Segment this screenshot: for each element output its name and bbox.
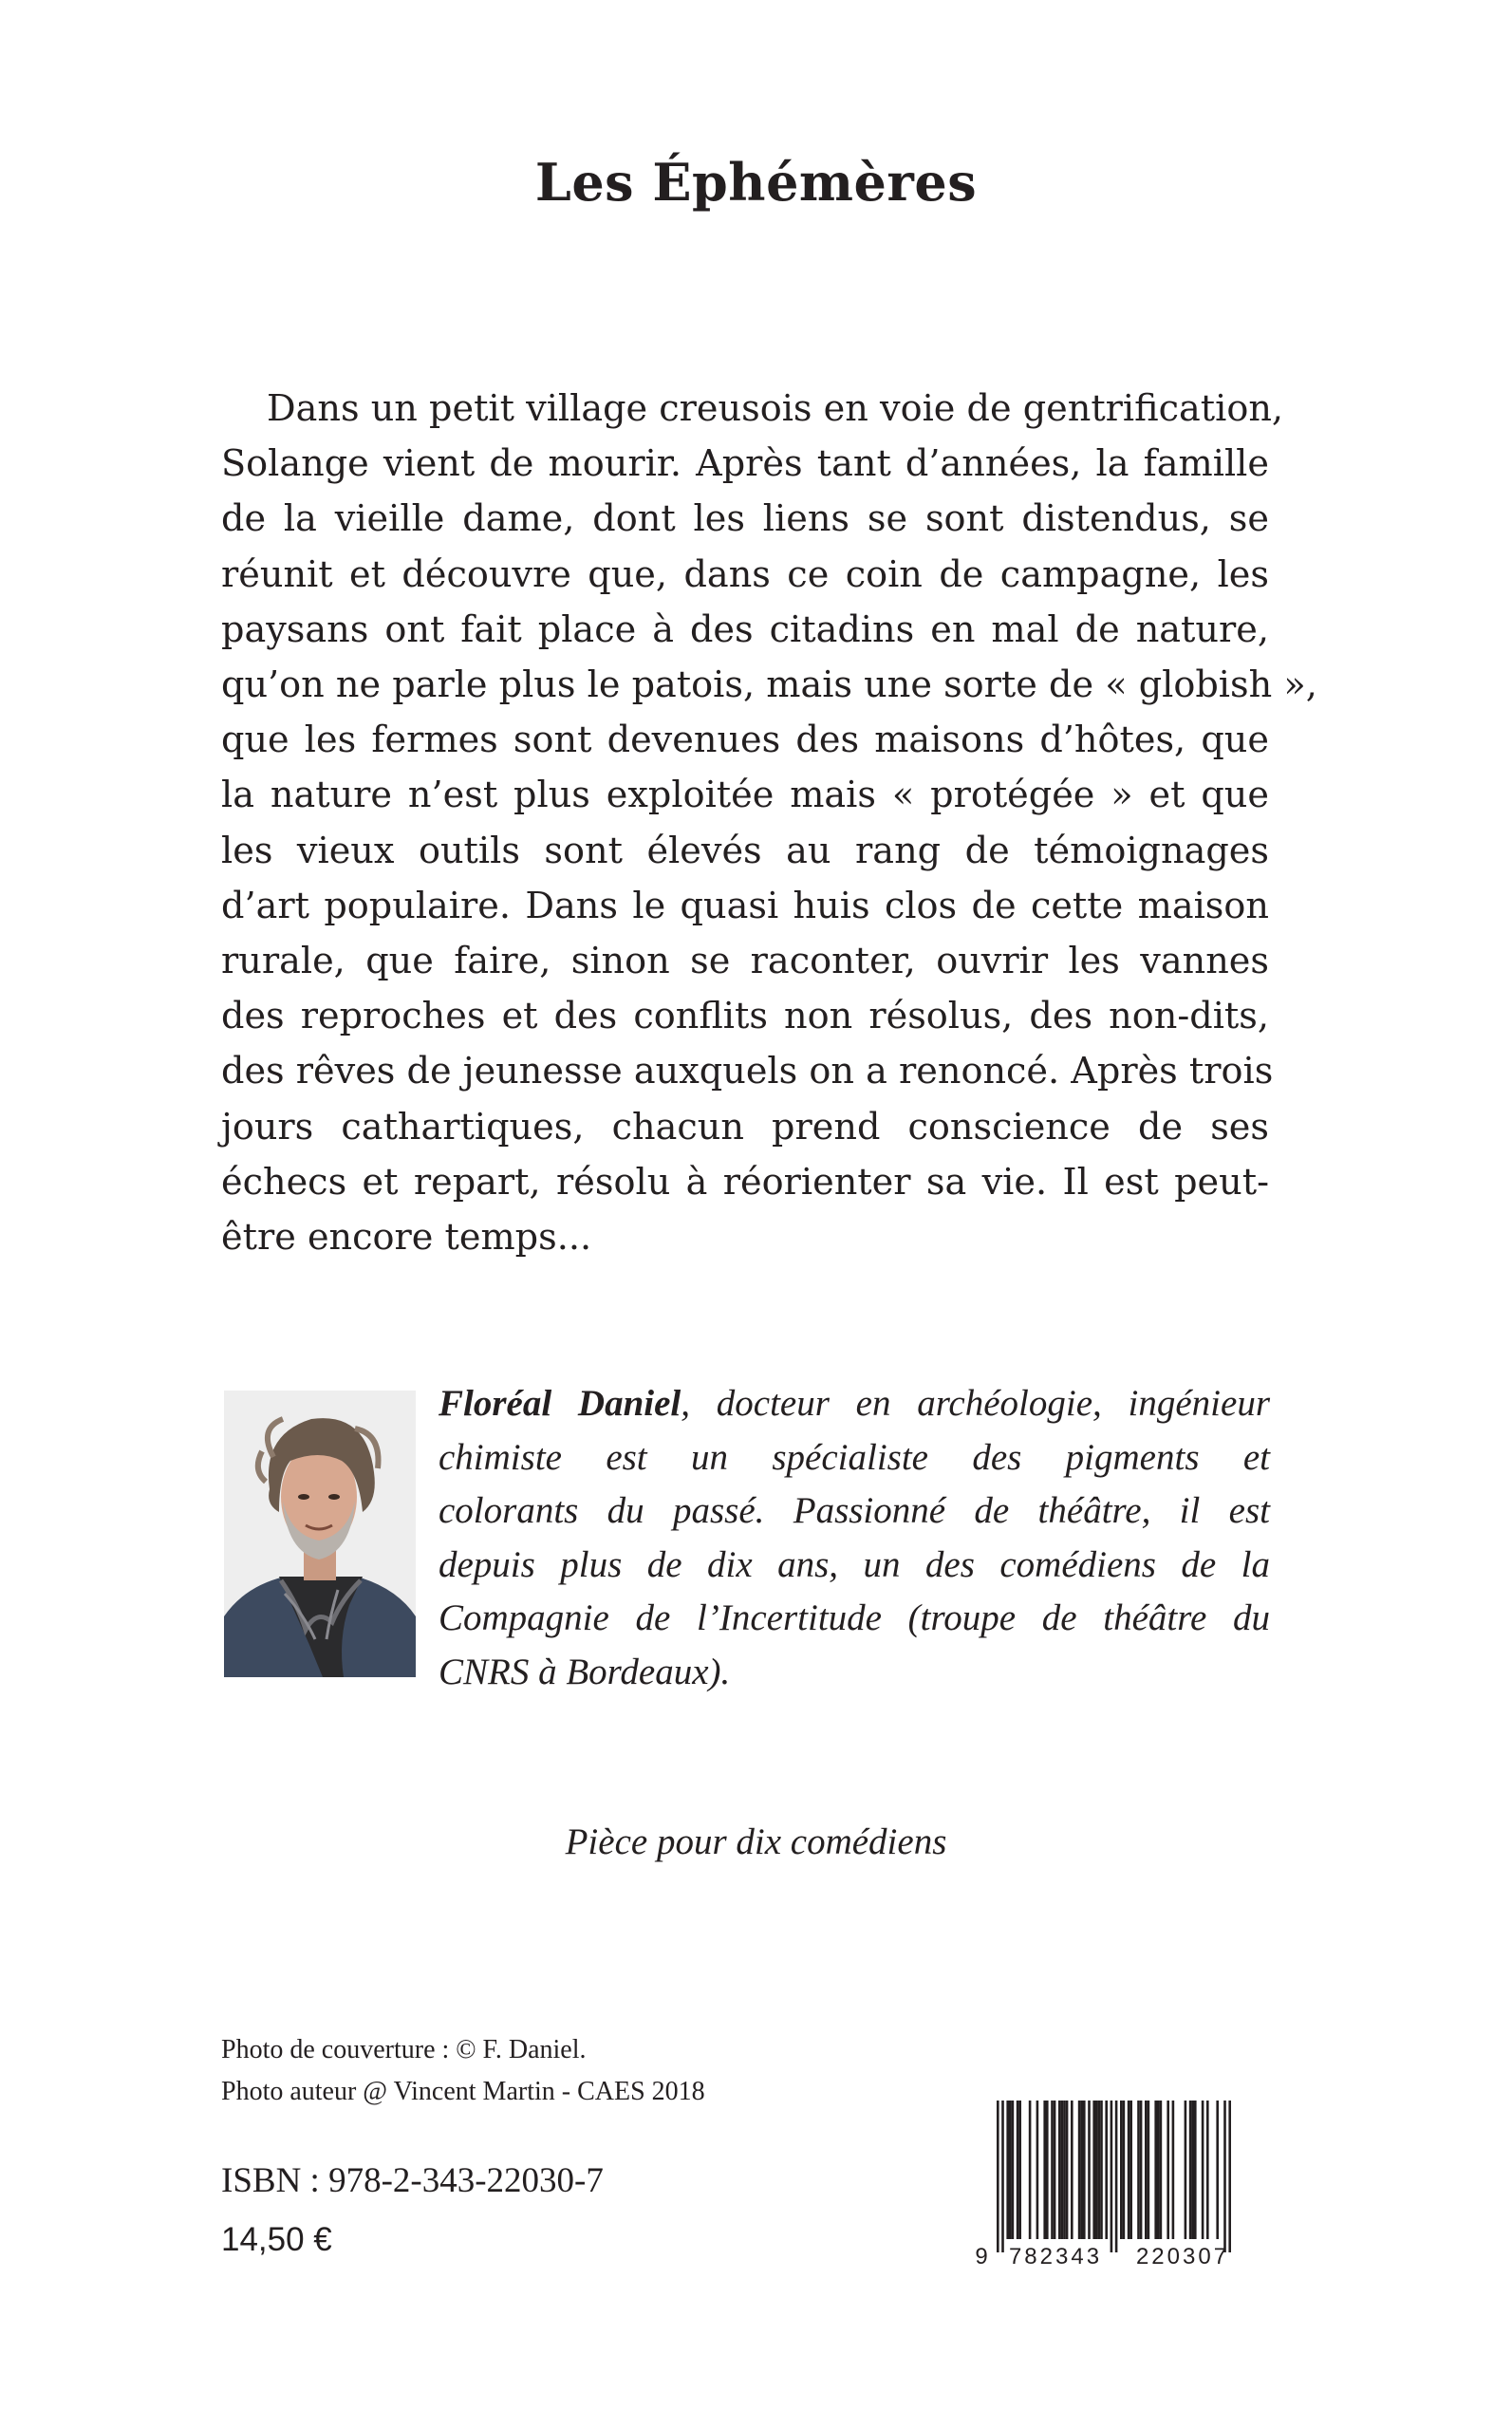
barcode-bar (1009, 2101, 1012, 2239)
barcode-bar (1078, 2101, 1081, 2239)
barcode-bar (1154, 2101, 1157, 2239)
barcode-bar (1046, 2101, 1049, 2239)
isbn: ISBN : 978-2-343-22030-7 (221, 2161, 604, 2200)
barcode-bar (1017, 2101, 1019, 2239)
barcode (968, 2101, 1272, 2269)
barcode-bar (1191, 2101, 1194, 2239)
barcode-bar (1157, 2101, 1160, 2239)
summary-line: jours cathartiques, chacun prend conscience de ses (221, 1106, 1269, 1148)
summary-line: Solange vient de mourir. Après tant d’années, la famille (221, 443, 1269, 486)
barcode-bar (1054, 2101, 1056, 2239)
barcode-bar (1092, 2101, 1095, 2239)
barcode-bar (1095, 2101, 1098, 2239)
barcode-bar (1185, 2101, 1187, 2239)
barcode-bar (1098, 2101, 1101, 2239)
bio-line: Compagnie de l’Incertitude (troupe de théâtre du (439, 1597, 1270, 1639)
author-portrait-icon (224, 1391, 416, 1677)
barcode-bar (1128, 2101, 1130, 2239)
summary-line: les vieux outils sont élevés au rang de témoignages (221, 830, 1269, 872)
summary-line: des reproches et des conflits non résolus, des non-dits, (221, 996, 1269, 1038)
barcode-bar (1223, 2101, 1226, 2252)
bio-line: CNRS à Bordeaux). (439, 1651, 731, 1692)
barcode-bar (1088, 2101, 1091, 2239)
barcode-bar (1051, 2101, 1054, 2239)
summary-line: qu’on ne parle plus le patois, mais une sorte de « globish », (221, 664, 1317, 707)
photo-credits (221, 2029, 705, 2113)
barcode-bar (1061, 2101, 1064, 2239)
author-name: Floréal Daniel (439, 1383, 681, 1424)
barcode-bar (1111, 2101, 1113, 2252)
barcode-bar (1120, 2101, 1123, 2239)
summary-line: de la vieille dame, dont les liens se sont distendus, se (221, 498, 1269, 541)
barcode-bar (1145, 2101, 1148, 2239)
summary-line: être encore temps... (221, 1217, 592, 1260)
summary-line: d’art populaire. Dans le quasi huis clos de cette maison (221, 885, 1269, 927)
barcode-bar (1148, 2101, 1150, 2239)
summary-line: que les fermes sont devenues des maisons d’hôtes, que (221, 719, 1269, 762)
bio-line: colorants du passé. Passionné de théâtre, il est (439, 1490, 1270, 1532)
price: 14,50 € (221, 2221, 332, 2258)
barcode-bar (1058, 2101, 1061, 2239)
barcode-bar (1036, 2101, 1039, 2239)
bio-first-line-text: , docteur en archéologie, ingénieur (681, 1383, 1270, 1424)
barcode-bar (1137, 2101, 1140, 2239)
barcode-bar (1063, 2101, 1066, 2239)
barcode-bar (1228, 2101, 1231, 2252)
book-title: Les Éphémères (534, 152, 978, 213)
barcode-digit-lead: 9 (975, 2244, 988, 2269)
barcode-bars (997, 2101, 1231, 2252)
barcode-bar (1194, 2101, 1197, 2239)
bio-line: depuis plus de dix ans, un des comédiens de la (439, 1543, 1270, 1585)
barcode-bar (1216, 2101, 1219, 2239)
barcode-bar (1160, 2101, 1163, 2239)
barcode-digits-right: 220307 (1135, 2244, 1230, 2269)
summary-line: paysans ont fait place à des citadins en mal de nature, (221, 608, 1269, 651)
barcode-bar (1066, 2101, 1069, 2239)
summary-line: réunit et découvre que, dans ce coin de campagne, les (221, 553, 1269, 596)
barcode-bar (997, 2101, 999, 2252)
barcode-bar (1167, 2101, 1169, 2239)
barcode-bar (1202, 2101, 1204, 2239)
barcode-bar (1115, 2101, 1118, 2252)
author-bio (439, 1377, 1270, 1700)
barcode-bar (1018, 2101, 1021, 2239)
summary-line: des rêves de jeunesse auxquels on a renoncé. Après trois (221, 1051, 1274, 1093)
barcode-bar (1100, 2101, 1103, 2239)
summary-text (221, 382, 1317, 1265)
barcode-bar (1071, 2101, 1073, 2239)
summary-line: la nature n’est plus exploitée mais « protégée » et que (221, 775, 1269, 817)
barcode-bar (1105, 2101, 1108, 2239)
barcode-bar (1001, 2101, 1004, 2252)
bio-line: chimiste est un spécialiste des pigments et (439, 1436, 1270, 1478)
cover-photo-credit: Photo de couverture : © F. Daniel. (221, 2035, 587, 2064)
author-photo-credit: Photo auteur @ Vincent Martin - CAES 2018 (221, 2077, 705, 2106)
summary-line: Dans un petit village creusois en voie de gentrification, (267, 388, 1284, 430)
genre-line: Pièce pour dix comédiens (565, 1821, 947, 1862)
barcode-bar (1083, 2101, 1086, 2239)
barcode-bar (1012, 2101, 1015, 2239)
barcode-bar (1206, 2101, 1209, 2239)
barcode-bar (1006, 2101, 1009, 2239)
barcode-bar (1080, 2101, 1083, 2239)
bio-line (439, 1377, 1270, 1431)
barcode-bar (1189, 2101, 1192, 2239)
barcode-bar (1129, 2101, 1132, 2239)
barcode-digits-left: 782343 (1008, 2244, 1103, 2269)
barcode-bar (1029, 2101, 1032, 2239)
barcode-bar (1172, 2101, 1175, 2239)
barcode-bar (1140, 2101, 1143, 2239)
barcode-bar (1123, 2101, 1126, 2239)
summary-line: rurale, que faire, sinon se raconter, ouvrir les vannes (221, 941, 1269, 983)
author-photo (224, 1391, 416, 1677)
barcode-bar (1043, 2101, 1046, 2239)
summary-line: échecs et repart, résolu à réorienter sa vie. Il est peut- (221, 1161, 1269, 1204)
